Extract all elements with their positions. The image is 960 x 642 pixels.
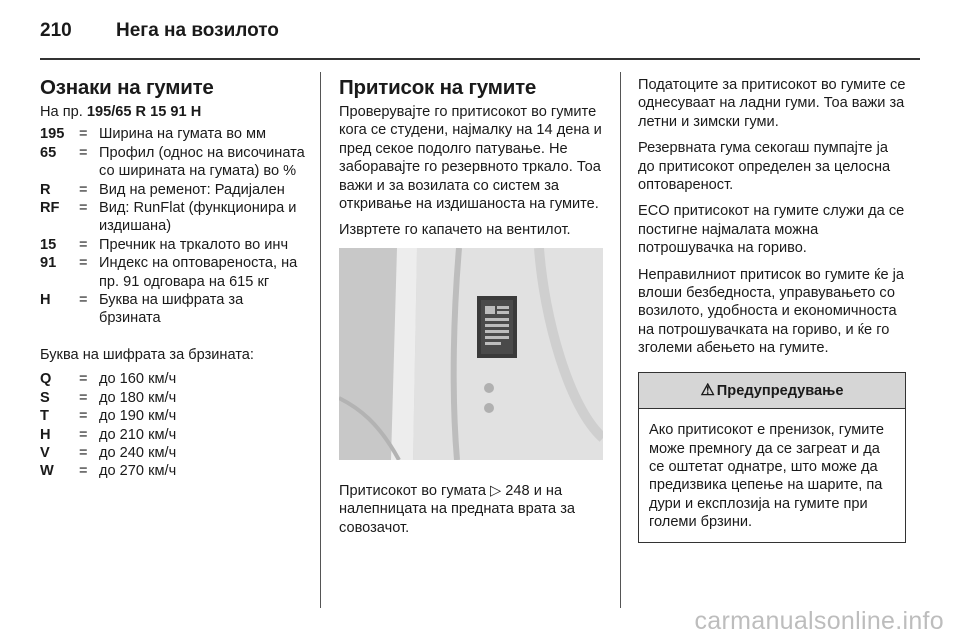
definition-value: Буква на шифрата за брзината bbox=[99, 292, 244, 327]
notes-paragraph-4: Неправилниот притисок во гумите ќе ја влоши безбедноста, управувањето со возилото, удобноста и економичноста на потрошувачката на гориво, и ќе го зголеми абењето на гумите. bbox=[638, 266, 904, 357]
definition-key: H bbox=[40, 292, 51, 309]
pressure-paragraph-2: Извртете го капачето на вентилот. bbox=[339, 222, 571, 239]
spacer bbox=[40, 328, 306, 346]
example-code: 195/65 R 15 91 H bbox=[86, 104, 202, 120]
speed-key: Q bbox=[40, 371, 52, 388]
page-number: 210 bbox=[40, 20, 72, 41]
equals-sign: = bbox=[79, 444, 88, 461]
equals-sign: = bbox=[79, 181, 88, 198]
speed-row bbox=[40, 462, 306, 480]
door-sticker-photo bbox=[339, 248, 603, 460]
column-pressure-notes bbox=[638, 76, 906, 543]
designation-list bbox=[40, 125, 306, 327]
photo-caption bbox=[339, 482, 605, 537]
definition-value: Ширина на гумата во мм bbox=[99, 126, 267, 143]
definition-key: RF bbox=[40, 200, 60, 217]
column-divider bbox=[320, 72, 321, 608]
example-line bbox=[40, 103, 306, 121]
definition-row bbox=[40, 254, 306, 291]
notes-paragraph-2: Резервната гума секогаш пумпајте ја до притисокот определен за целосна оптовареност. bbox=[638, 140, 891, 194]
notes-paragraph-1: Податоците за притисокот во гумите се однесуваат на ладни гуми. Тоа важи за летни и зимски гуми. bbox=[638, 77, 906, 130]
speed-key: T bbox=[40, 408, 49, 425]
page-reference-icon: ▷ bbox=[490, 482, 502, 499]
equals-sign: = bbox=[79, 389, 88, 406]
definition-key: R bbox=[40, 181, 51, 198]
speed-key: W bbox=[40, 463, 54, 480]
equals-sign: = bbox=[79, 292, 88, 309]
definition-key: 91 bbox=[40, 255, 57, 272]
running-title: Нега на возилото bbox=[116, 20, 279, 41]
speed-value: до 270 км/ч bbox=[99, 463, 177, 480]
definition-key: 195 bbox=[40, 126, 65, 143]
column-tire-designation bbox=[40, 76, 306, 481]
column-tire-pressure bbox=[339, 76, 605, 545]
speed-row bbox=[40, 426, 306, 444]
warning-box bbox=[638, 372, 906, 543]
speed-list bbox=[40, 370, 306, 480]
section-heading-tire-pressure: Притисок на гумите bbox=[339, 76, 537, 99]
caption-text-before: Притисокот во гумата bbox=[339, 482, 486, 499]
definition-row bbox=[40, 125, 306, 143]
section-heading-tire-designation: Ознаки на гумите bbox=[40, 76, 214, 99]
speed-row bbox=[40, 444, 306, 462]
caption-page-reference: 248 bbox=[505, 482, 530, 499]
header-rule bbox=[40, 58, 920, 60]
speed-row bbox=[40, 389, 306, 407]
equals-sign: = bbox=[79, 200, 88, 217]
example-prefix: На пр. bbox=[40, 104, 83, 120]
definition-key: 15 bbox=[40, 236, 57, 253]
definition-row bbox=[40, 181, 306, 199]
speed-value: до 240 км/ч bbox=[99, 444, 177, 461]
definition-value: Вид на ременот: Радијален bbox=[99, 181, 285, 198]
speed-value: до 190 км/ч bbox=[99, 408, 177, 425]
definition-row bbox=[40, 144, 306, 181]
definition-row bbox=[40, 291, 306, 328]
speed-key: S bbox=[40, 389, 50, 406]
speed-key: V bbox=[40, 444, 50, 461]
column-divider bbox=[620, 72, 621, 608]
equals-sign: = bbox=[79, 144, 88, 161]
equals-sign: = bbox=[79, 255, 88, 272]
speed-value: до 210 км/ч bbox=[99, 426, 177, 443]
definition-value: Вид: RunFlat (функционира и издишана) bbox=[99, 200, 297, 235]
definition-row bbox=[40, 236, 306, 254]
equals-sign: = bbox=[79, 426, 88, 443]
notes-paragraph-3: ECO притисокот на гумите служи да се постигне најмалата можна потрошувачка на гориво. bbox=[638, 203, 905, 257]
speed-value: до 160 км/ч bbox=[99, 371, 177, 388]
warning-text: Ако притисокот е пренизок, гумите може премногу да се загреат и да се оштетат однатре, што може да предизвика цепење на шарите, па дури и експлозија на гумите при големи брзини. bbox=[649, 422, 885, 531]
definition-key: 65 bbox=[40, 144, 57, 161]
definition-row bbox=[40, 199, 306, 236]
speed-key: H bbox=[40, 426, 51, 443]
caption-text-after: и на налепницата на предната врата за совозачот. bbox=[339, 482, 576, 536]
equals-sign: = bbox=[79, 371, 88, 388]
warning-header bbox=[639, 373, 905, 409]
equals-sign: = bbox=[79, 236, 88, 253]
speed-value: до 180 км/ч bbox=[99, 389, 177, 406]
equals-sign: = bbox=[79, 463, 88, 480]
speed-row bbox=[40, 407, 306, 425]
definition-value: Индекс на оптовареноста, на пр. 91 одговара на 615 кг bbox=[99, 255, 298, 290]
equals-sign: = bbox=[79, 408, 88, 425]
equals-sign: = bbox=[79, 126, 88, 143]
warning-title: Предупредување bbox=[716, 382, 844, 399]
pressure-paragraph-1: Проверувајте го притисокот во гумите кога се студени, најмалку на 14 дена и пред секое подолго патување. Не заборавајте го резервното тркало. Тоа важи и за возилата со систем за откривање на издишаноста на гумите. bbox=[339, 104, 602, 213]
definition-value: Пречник на тркалото во инч bbox=[99, 236, 289, 253]
definition-value: Профил (однос на височината со ширината на гумата) во % bbox=[99, 144, 305, 180]
watermark: carmanualsonline.info bbox=[694, 607, 944, 635]
warning-triangle-icon: ⚠ bbox=[700, 381, 715, 399]
speed-intro: Буква на шифрата за брзината: bbox=[40, 346, 254, 363]
speed-row bbox=[40, 370, 306, 388]
